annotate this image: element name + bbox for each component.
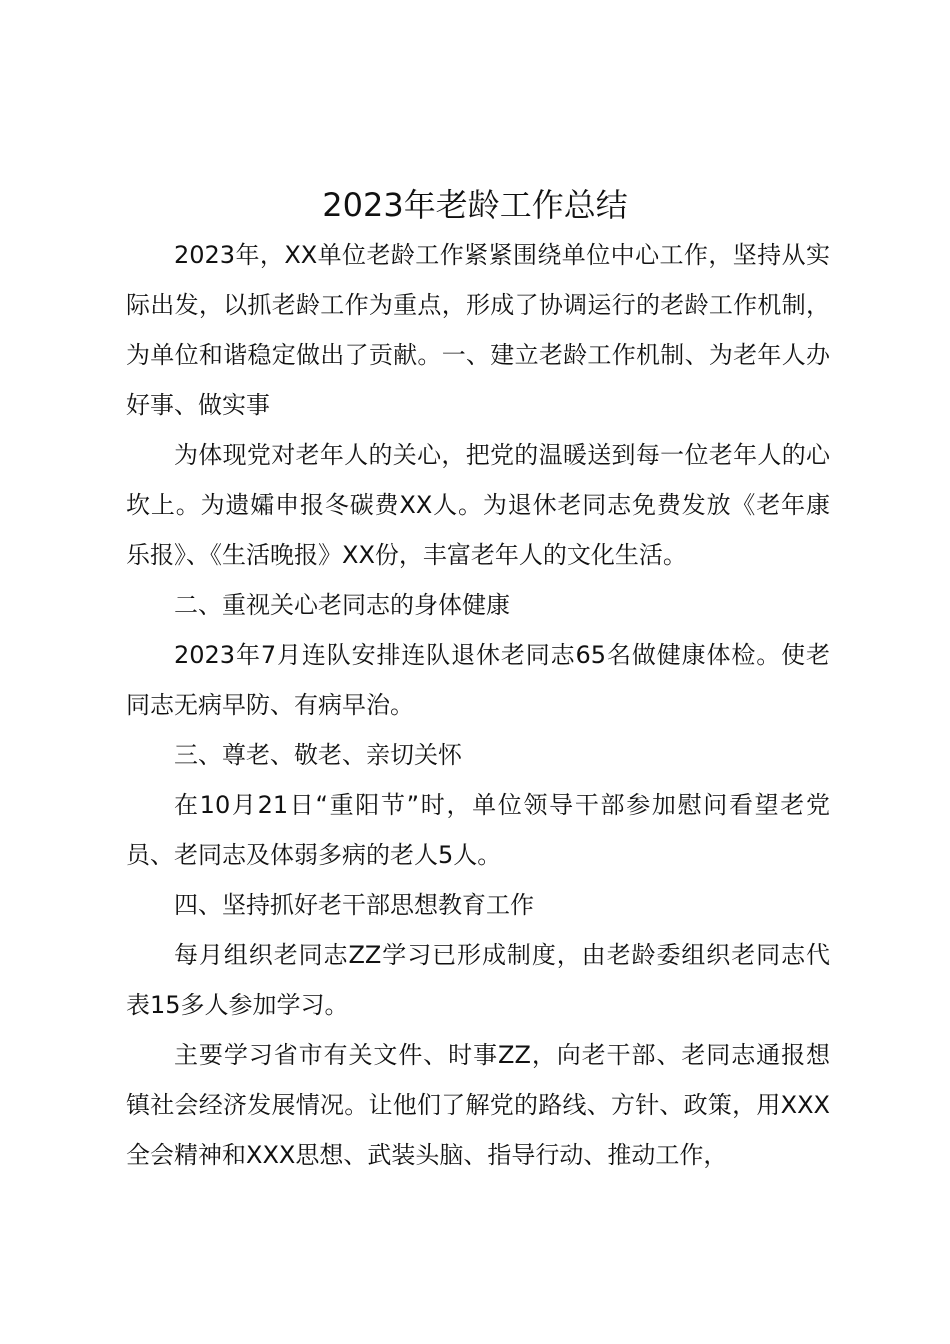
section-heading-health: 二、重视关心老同志的身体健康 bbox=[174, 591, 510, 619]
paragraph-education: 每月组织老同志ZZ学习已形成制度，由老龄委组织老同志代表15多人参加学习。 bbox=[126, 941, 830, 1019]
section-heading-education: 四、坚持抓好老干部思想教育工作 bbox=[174, 891, 534, 919]
paragraph-intro: 2023年，XX单位老龄工作紧紧围绕单位中心工作，坚持从实际出发，以抓老龄工作为重点，形成了协调运行的老龄工作机制，为单位和谐稳定做出了贡献。一、建立老龄工作机制、为老年人办好事、做实事 bbox=[126, 241, 830, 419]
paragraph-health: 2023年7月连队安排连队退休老同志65名做健康体检。使老同志无病早防、有病早治。 bbox=[126, 641, 830, 719]
paragraph-care: 为体现党对老年人的关心，把党的温暖送到每一位老年人的心坎上。为遗孀申报冬碳费XX人。为退休老同志免费发放《老年康乐报》、《生活晚报》XX份，丰富老年人的文化生活。 bbox=[126, 441, 830, 569]
document-title: 2023年老龄工作总结 bbox=[322, 186, 628, 224]
document-body bbox=[126, 230, 830, 1180]
section-heading-respect: 三、尊老、敬老、亲切关怀 bbox=[174, 741, 462, 769]
paragraph-study: 主要学习省市有关文件、时事ZZ，向老干部、老同志通报想镇社会经济发展情况。让他们了解党的路线、方针、政策，用XXX全会精神和XXX思想、武装头脑、指导行动、推动工作， bbox=[126, 1041, 830, 1169]
paragraph-respect: 在10月21日“重阳节”时，单位领导干部参加慰问看望老党员、老同志及体弱多病的老人5人。 bbox=[126, 791, 830, 869]
